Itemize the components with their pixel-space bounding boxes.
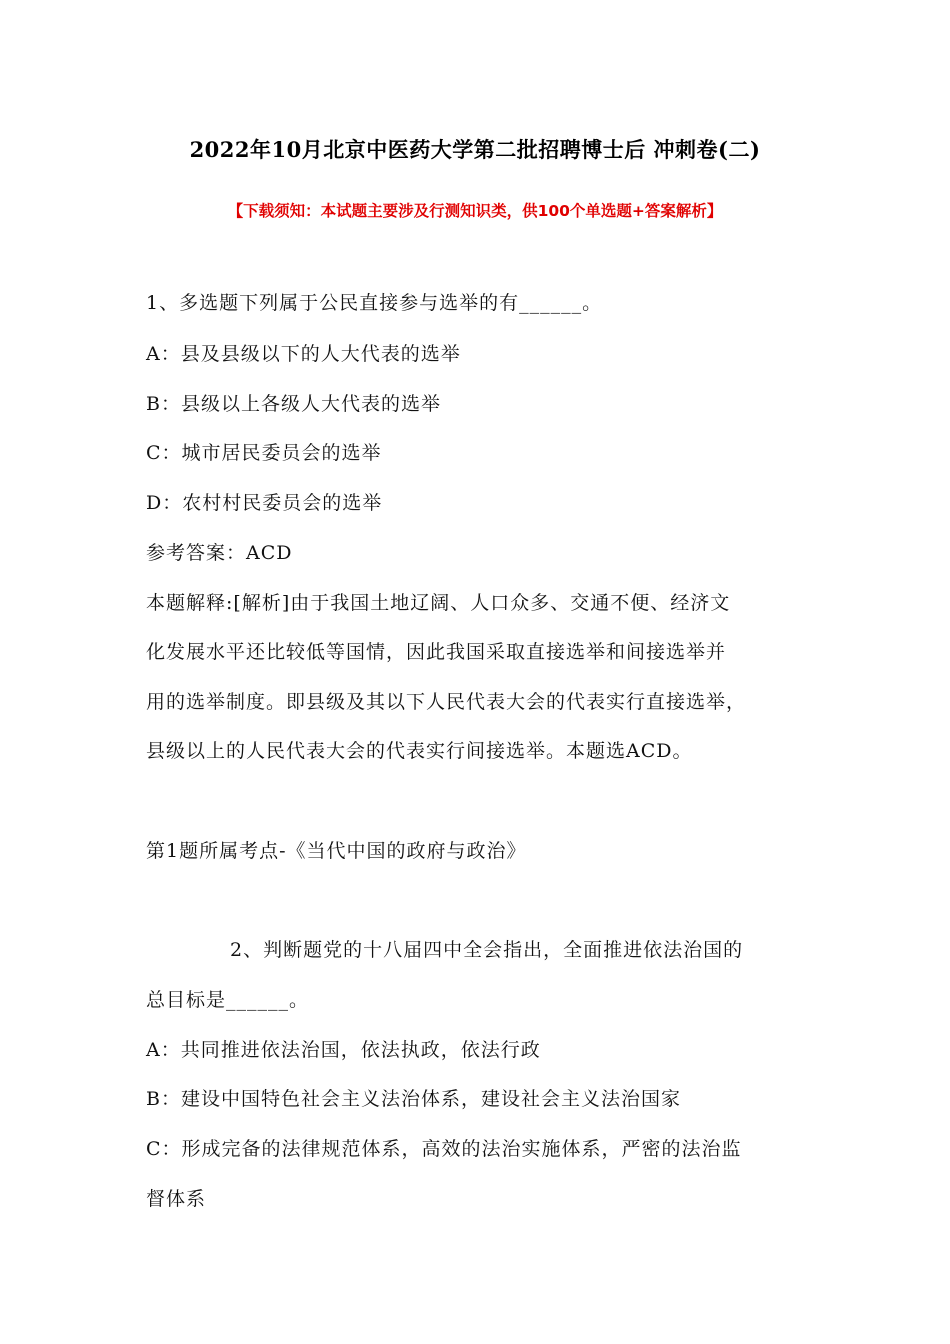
document-title: 2022年10月北京中医药大学第二批招聘博士后 冲刺卷(二): [189, 137, 761, 162]
question-2-stem-line: 2、判断题党的十八届四中全会指出，全面推进依法治国的: [230, 939, 744, 961]
question-2-option-c-line: C：形成完备的法律规范体系，高效的法治实施体系，严密的法治监: [146, 1138, 742, 1160]
question-1-topic: 第1题所属考点-《当代中国的政府与政治》: [146, 840, 527, 862]
question-2-option-b: B：建设中国特色社会主义法治体系，建设社会主义法治国家: [146, 1088, 681, 1110]
question-1-explanation-line: 用的选举制度。即县级及其以下人民代表大会的代表实行直接选举，: [146, 691, 747, 713]
question-1-answer: 参考答案：ACD: [146, 542, 293, 564]
question-1-option-b: B：县级以上各级人大代表的选举: [146, 393, 441, 415]
question-1-option-a: A：县及县级以下的人大代表的选举: [146, 343, 461, 365]
question-1-option-c: C：城市居民委员会的选举: [146, 442, 382, 464]
download-notice: 【下载须知：本试题主要涉及行测知识类，供100个单选题+答案解析】: [227, 202, 723, 220]
question-2-stem-line: 总目标是______。: [146, 989, 310, 1011]
question-1-explanation-line: 化发展水平还比较低等国情，因此我国采取直接选举和间接选举并: [146, 641, 727, 663]
question-1-option-d: D：农村村民委员会的选举: [146, 492, 383, 514]
question-2-option-c-line: 督体系: [146, 1188, 207, 1210]
question-2-option-a: A：共同推进依法治国，依法执政，依法行政: [146, 1039, 541, 1061]
question-1-explanation-line: 县级以上的人民代表大会的代表实行间接选举。本题选ACD。: [146, 740, 693, 762]
question-1-stem: 1、多选题下列属于公民直接参与选举的有______。: [146, 292, 603, 314]
question-1-explanation-line: 本题解释:[解析]由于我国土地辽阔、人口众多、交通不便、经济文: [146, 592, 731, 614]
